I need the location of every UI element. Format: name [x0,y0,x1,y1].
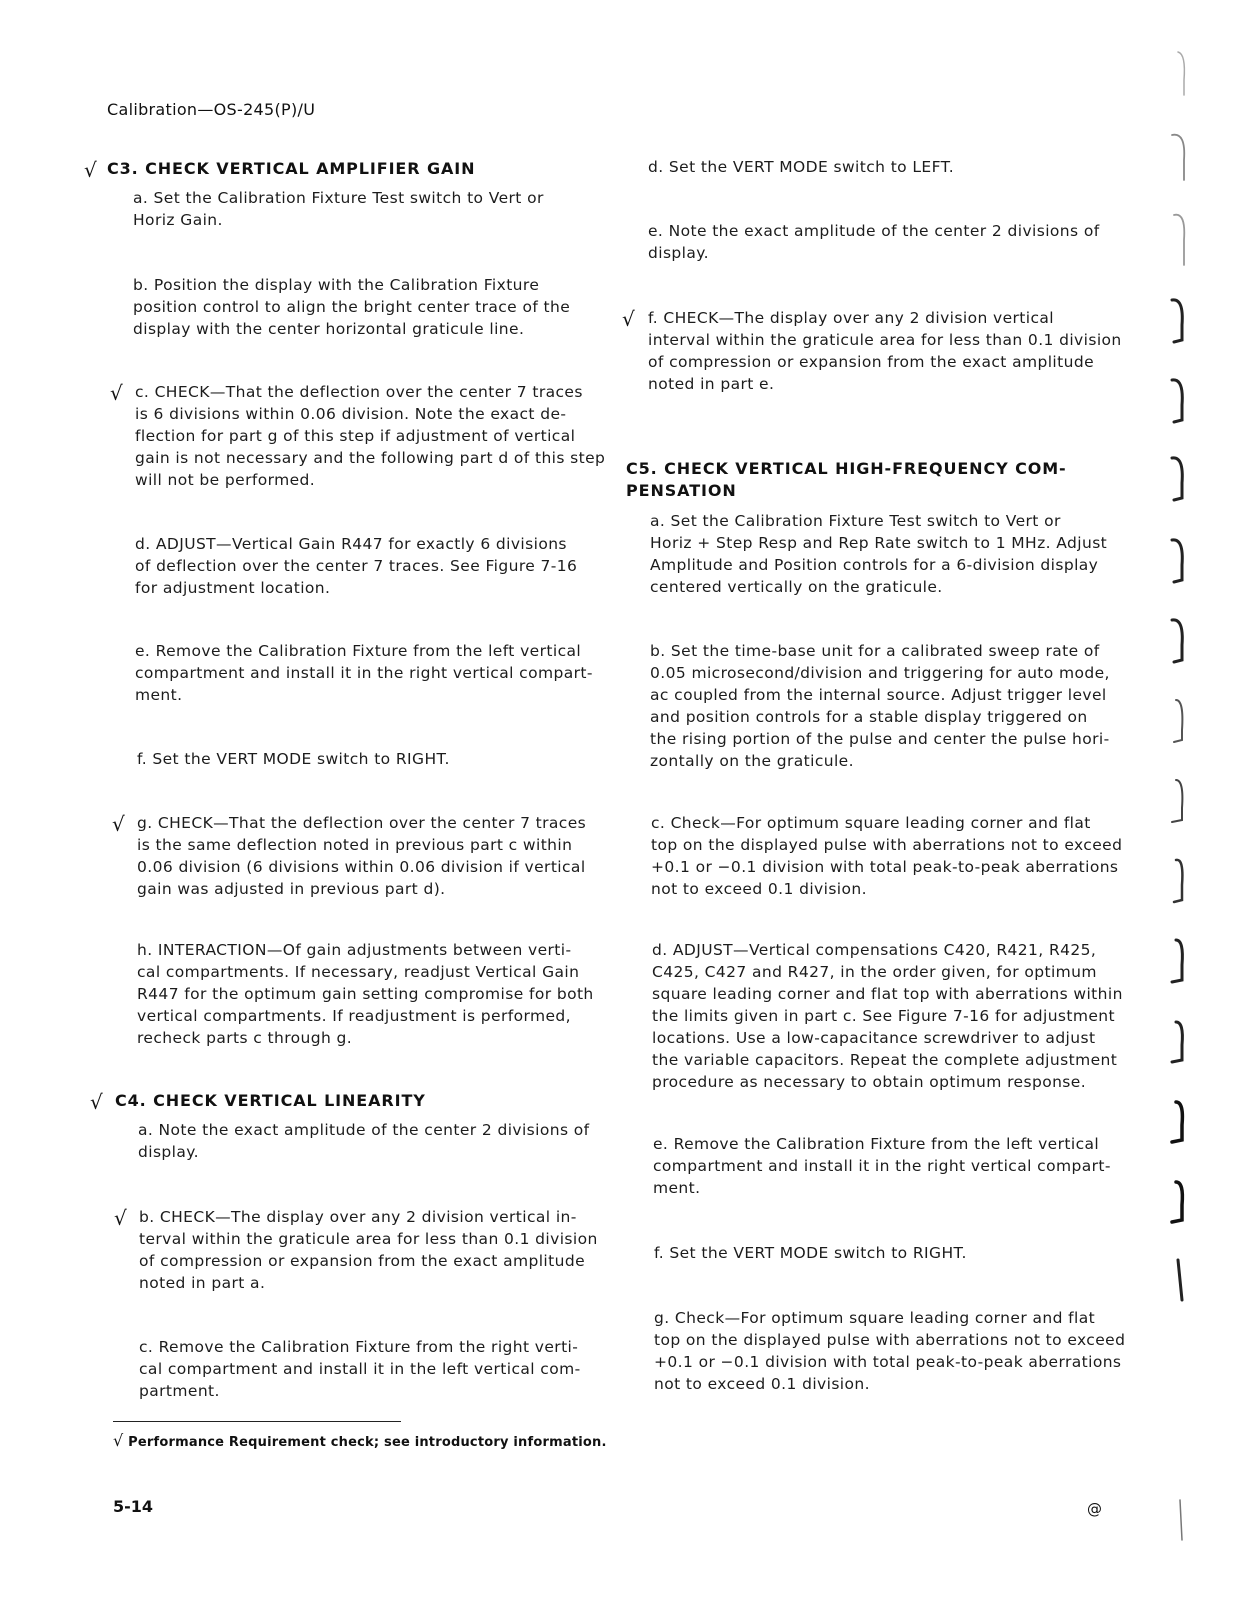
check-mark-icon: √ [110,381,123,405]
publisher-logo: @ [1087,1500,1102,1518]
section-heading-c4: C4. CHECK VERTICAL LINEARITY [115,1091,426,1110]
step-c5-e: e. Remove the Calibration Fixture from the left vertical compartment and install it in the right vertical compart- ment. [653,1135,1111,1197]
check-mark-icon: √ [112,812,125,836]
step-c3-e: e. Remove the Calibration Fixture from the left vertical compartment and install it in the right vertical compart- ment. [135,642,593,704]
step-c4-c: c. Remove the Calibration Fixture from the right verti- cal compartment and install it in the left vertical com- partment. [139,1338,581,1400]
step-c4-e: e. Note the exact amplitude of the center 2 divisions of display. [648,222,1100,262]
step-c4-d: d. Set the VERT MODE switch to LEFT. [648,158,955,176]
step-c5-f: f. Set the VERT MODE switch to RIGHT. [654,1244,967,1262]
step-c3-c: c. CHECK—That the deflection over the center 7 traces is 6 divisions within 0.06 division. Note the exact de- flection for part g of this step if adjustment of vertical gain is not necessary and the following part d of this step will not be performed. [135,383,606,489]
step-c5-g: g. Check—For optimum square leading corner and flat top on the displayed pulse with aberrations not to exceed +0.1 or −0.1 division with total peak-to-peak aberrations not to exceed 0.1 division. [654,1309,1126,1393]
binder-ring-marks [1160,40,1220,1580]
step-c5-c: c. Check—For optimum square leading corner and flat top on the displayed pulse with aberrations not to exceed +0.1 or −0.1 division with total peak-to-peak aberrations not to exceed 0.1 division. [651,814,1123,898]
check-mark-icon: √ [90,1090,103,1114]
check-mark-icon: √ [84,158,97,182]
step-c3-d: d. ADJUST—Vertical Gain R447 for exactly 6 divisions of deflection over the center 7 traces. See Figure 7-16 for adjustment location. [135,535,578,597]
step-c5-a: a. Set the Calibration Fixture Test switch to Vert or Horiz + Step Resp and Rep Rate switch to 1 MHz. Adjust Amplitude and Position controls for a 6-division display centered vertically on the graticule. [650,512,1108,596]
page-number: 5-14 [113,1497,154,1516]
step-c3-b: b. Position the display with the Calibration Fixture position control to align the bright center trace of the display with the center horizontal graticule line. [133,276,571,338]
step-c3-g: g. CHECK—That the deflection over the center 7 traces is the same deflection noted in previous part c within 0.06 division (6 divisions within 0.06 division if vertical gain was adjusted in previous part d). [137,814,587,898]
check-mark-icon: √ [622,307,635,331]
step-c4-a: a. Note the exact amplitude of the center 2 divisions of display. [138,1121,590,1161]
check-mark-icon: √ [113,1431,124,1450]
footnote [113,1431,607,1450]
step-c3-f: f. Set the VERT MODE switch to RIGHT. [137,750,450,768]
step-c3-a: a. Set the Calibration Fixture Test switch to Vert or Horiz Gain. [133,189,544,229]
step-c5-b: b. Set the time-base unit for a calibrated sweep rate of 0.05 microsecond/division and triggering for auto mode, ac coupled from the internal source. Adjust trigger level and position controls for a stable display triggered on the rising portion of the pulse and center the pulse hori- zontally on the graticule. [650,642,1110,770]
step-c4-b: b. CHECK—The display over any 2 division vertical in- terval within the graticule area for less than 0.1 division of compression or expansion from the exact amplitude noted in part a. [139,1208,598,1292]
page-header: Calibration—OS-245(P)/U [107,100,316,119]
step-c4-f: f. CHECK—The display over any 2 division vertical interval within the graticule area for less than 0.1 division of compression or expansion from the exact amplitude noted in part e. [648,309,1122,393]
section-heading-c5: C5. CHECK VERTICAL HIGH-FREQUENCY COM- PENSATION [626,459,1067,500]
footnote-divider [113,1421,401,1422]
footnote-text: Performance Requirement check; see introductory information. [128,1435,607,1450]
step-c5-d: d. ADJUST—Vertical compensations C420, R421, R425, C425, C427 and R427, in the order given, for optimum square leading corner and flat top with aberrations within the limits given in part c. See Figure 7-16 for adjustment locations. Use a low-capacitance screwdriver to adjust the variable capacitors. Repeat the complete adjustment procedure as necessary to obtain optimum response. [652,941,1123,1091]
check-mark-icon: √ [114,1206,127,1230]
section-heading-c3: C3. CHECK VERTICAL AMPLIFIER GAIN [107,159,476,178]
step-c3-h: h. INTERACTION—Of gain adjustments between verti- cal compartments. If necessary, readjust Vertical Gain R447 for the optimum gain setting compromise for both vertical compartments. If readjustment is performed, recheck parts c through g. [137,941,594,1047]
